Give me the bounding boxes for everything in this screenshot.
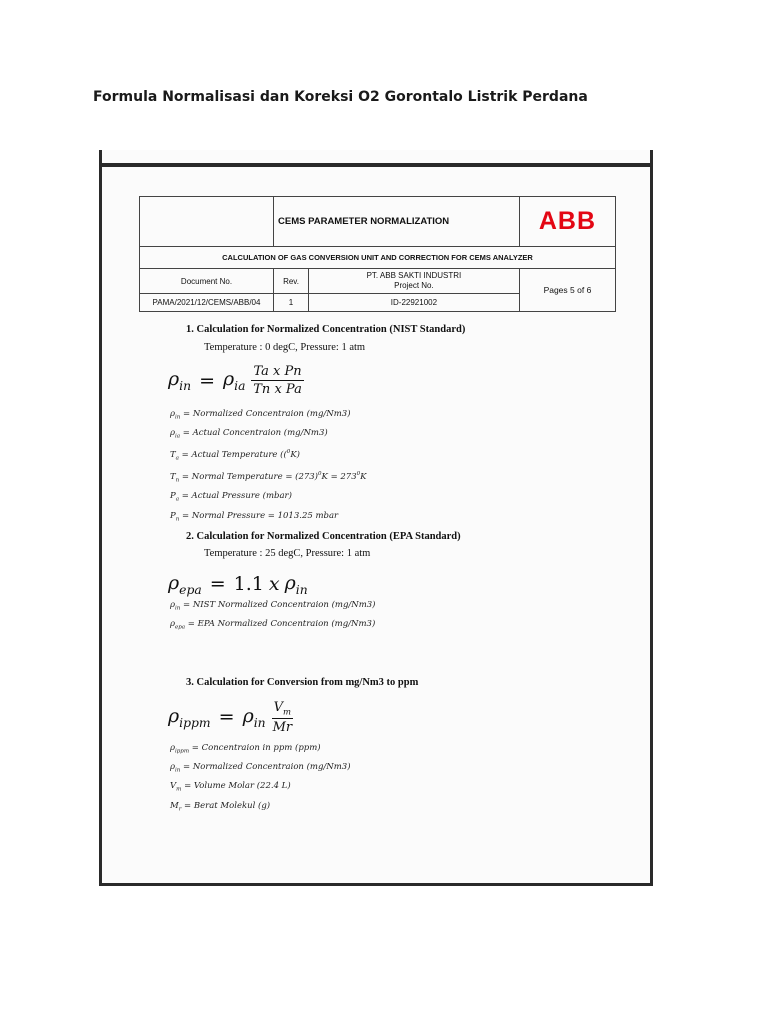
- section-1-numerator: Ta x Pn: [253, 364, 302, 379]
- section-3-fraction: $\frac{V_m}{Mr}$: [272, 700, 293, 735]
- legend-item: $\rho_{in}$ = Normalized Concentraion (mg/Nm3): [170, 409, 351, 421]
- section-3-legend: [170, 741, 351, 818]
- legend-item: $T_n$ = Normal Temperature = $(273)^0K = 273^0K$: [170, 471, 367, 484]
- section-1-heading: 1. Calculation for Normalized Concentration (NIST Standard): [186, 324, 466, 335]
- section-3-heading: 3. Calculation for Conversion from mg/Nm3 to ppm: [186, 677, 419, 688]
- rev-value: 1: [274, 294, 309, 312]
- header-subtitle: CALCULATION OF GAS CONVERSION UNIT AND CORRECTION FOR CEMS ANALYZER: [140, 247, 616, 269]
- abb-logo-cell: [519, 197, 615, 247]
- section-1-subheading: Temperature : 0 degC, Pressure: 1 atm: [204, 342, 366, 353]
- abb-logo: ABB: [538, 207, 597, 235]
- legend-item: $V_m$ = Volume Molar (22.4 L): [170, 781, 291, 794]
- section-2-subheading: Temperature : 25 degC, Pressure: 1 atm: [204, 548, 371, 559]
- section-2-heading: 2. Calculation for Normalized Concentration (EPA Standard): [186, 531, 461, 542]
- header-blank-cell: [140, 197, 274, 247]
- section-1-legend: [170, 407, 367, 528]
- scanned-document: [99, 150, 653, 886]
- document-top-border: [102, 163, 650, 167]
- project-label: Project No.: [394, 281, 434, 290]
- company-project-cell: [309, 269, 520, 294]
- company-name: PT. ABB SAKTI INDUSTRI: [366, 271, 462, 280]
- section-2-legend: [170, 598, 376, 636]
- rev-label: Rev.: [274, 269, 309, 294]
- pages-indicator: Pages 5 of 6: [519, 269, 615, 312]
- section-3-denominator: Mr: [272, 719, 293, 735]
- legend-item: $P_n$ = Normal Pressure = 1013.25 mbar: [170, 510, 339, 523]
- section-2-formula: $\rho_{epa}$ = 1.1 x $\rho_{in}$: [168, 572, 308, 597]
- section-3-formula: $\rho_{ippm}$ = $\rho_{in}$ $\frac{V_m}{Mr}$: [168, 700, 293, 735]
- legend-item: $\rho_{ippm}$ = Concentraion in ppm (ppm): [170, 743, 321, 755]
- page-title: Formula Normalisasi dan Koreksi O2 Gorontalo Listrik Perdana: [93, 89, 588, 105]
- legend-item: $M_r$ = Berat Molekul (g): [170, 800, 271, 813]
- section-1-denominator: Tn x Pa: [253, 382, 302, 397]
- legend-item: $P_a$ = Actual Pressure (mbar): [170, 491, 292, 504]
- header-title: CEMS PARAMETER NORMALIZATION: [274, 197, 520, 247]
- legend-item: $\rho_{in}$ = NIST Normalized Concentraion (mg/Nm3): [170, 600, 376, 612]
- section-1-fraction: [251, 364, 303, 397]
- legend-item: $\rho_{ia}$ = Actual Concentraion (mg/Nm3): [170, 428, 328, 440]
- legend-item: $T_a$ = Actual Temperature (($^0$K): [170, 449, 300, 462]
- legend-item: $\rho_{epa}$ = EPA Normalized Concentraion (mg/Nm3): [170, 619, 376, 631]
- project-no-value: ID-22921002: [309, 294, 520, 312]
- doc-no-label: Document No.: [140, 269, 274, 294]
- legend-item: $\rho_{in}$ = Normalized Concentraion (mg/Nm3): [170, 762, 351, 774]
- doc-no-value: PAMA/2021/12/CEMS/ABB/04: [140, 294, 274, 312]
- document-header-table: [139, 196, 616, 312]
- section-1-formula: $\rho_{in}$ = $\rho_{ia}$ $\frac{\text{Ta x Pn}}{\text{Tn x Pa}}$: [168, 364, 302, 397]
